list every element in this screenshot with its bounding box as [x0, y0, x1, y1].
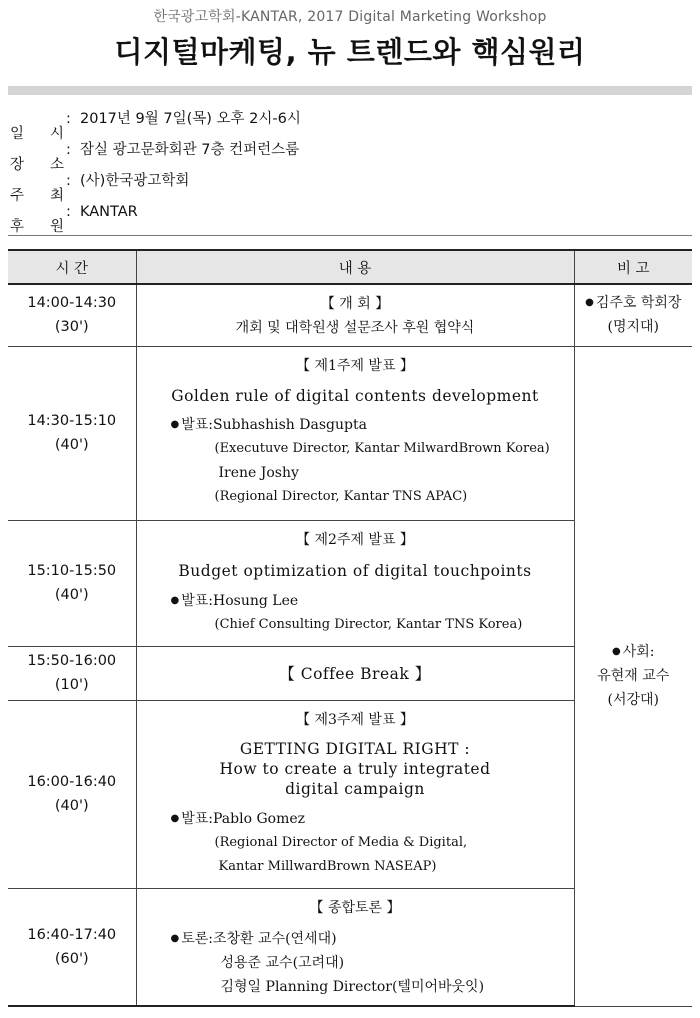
presenter: ● 발표:Pablo Gomez [170, 810, 306, 827]
presenter-role: (Executuve Director, Kantar MilwardBrown Korea) [214, 440, 550, 456]
session-title: 【 제3주제 발표 】 [296, 711, 414, 728]
info-row-venue: 장 소 : 잠실 광고문화회관 7층 컨퍼런스룸 [10, 142, 300, 173]
talk-title: Budget optimization of digital touchpoints [178, 561, 532, 580]
content-cell [136, 284, 574, 346]
bullet-icon: ● [170, 812, 180, 824]
info-value: 2017년 9월 7일(목) 오후 2시-6시 [80, 111, 301, 127]
header-content: 내 용 [136, 250, 574, 284]
info-divider [8, 235, 692, 236]
presenter: ● 발표:Hosung Lee [170, 592, 299, 609]
session-title: 【 Coffee Break 】 [279, 665, 431, 683]
presenter: ● 발표:Subhashish Dasgupta [170, 416, 367, 433]
talk-title-line: digital campaign [285, 779, 425, 798]
info-value: KANTAR [80, 204, 138, 220]
header-time: 시 간 [8, 250, 136, 284]
bullet-icon: ● [585, 297, 594, 308]
table-header-row [8, 250, 692, 284]
time-cell: 16:00-16:40 (40') [8, 700, 136, 888]
time-cell: 15:50-16:00 (10') [8, 646, 136, 700]
info-row-host: 주 최 : (사)한국광고학회 [10, 173, 190, 204]
talk-title: Golden rule of digital contents development [171, 386, 539, 405]
bullet-icon: ● [170, 932, 180, 944]
talk-title-line: GETTING DIGITAL RIGHT : [239, 739, 471, 758]
presenter: Irene Joshy [218, 464, 299, 481]
title-divider-bar [8, 86, 692, 95]
content-cell [136, 346, 574, 520]
header-remark: 비 고 [574, 250, 692, 284]
session-title: 【 종합토론 】 [309, 899, 401, 916]
presenter-role: Kantar MillwardBrown NASEAP) [218, 858, 437, 874]
presenter-role: (Chief Consulting Director, Kantar TNS Korea) [214, 616, 523, 632]
panelist: 김형일 Planning Director(텔미어바웃잇) [220, 978, 485, 995]
page-title: 디지털마케팅, 뉴 트렌드와 핵심원리 [114, 35, 586, 69]
content-cell [136, 646, 574, 700]
time-cell: 14:30-15:10 (40') [8, 346, 136, 520]
presenter-role: (Regional Director of Media & Digital, [214, 834, 468, 850]
schedule-table [8, 249, 692, 1007]
moderator-cell: ● 사회: 유현재 교수 (서강대) [574, 346, 692, 1006]
panelist: 성용준 교수(고려대) [220, 954, 345, 971]
panelist: ● 토론:조창환 교수(연세대) [170, 930, 337, 947]
content-cell [136, 700, 574, 888]
time-cell: 16:40-17:40 (60') [8, 888, 136, 1006]
content-cell [136, 520, 574, 646]
session-title: 【 개 회 】 [320, 296, 390, 313]
session-title: 【 제2주제 발표 】 [296, 531, 414, 548]
info-value: (사)한국광고학회 [80, 173, 190, 189]
info-row-sponsor: 후 원 : KANTAR [10, 204, 138, 235]
remark-cell: ● 김주호 학회장 (명지대) [574, 284, 692, 346]
bullet-icon: ● [612, 646, 621, 657]
bullet-icon: ● [170, 418, 180, 430]
presenter-role: (Regional Director, Kantar TNS APAC) [214, 488, 468, 504]
info-row-datetime: 일 시 : 2017년 9월 7일(목) 오후 2시-6시 [10, 111, 301, 142]
table-row [8, 284, 692, 346]
bullet-icon: ● [170, 594, 180, 606]
info-value: 잠실 광고문화회관 7층 컨퍼런스룸 [80, 142, 300, 158]
session-desc: 개회 및 대학원생 설문조사 후원 협약식 [235, 320, 475, 337]
workshop-subtitle: 한국광고학회-KANTAR, 2017 Digital Marketing Workshop [153, 9, 547, 25]
talk-title-line: How to create a truly integrated [219, 759, 491, 778]
time-cell: 14:00-14:30 (30') [8, 284, 136, 346]
table-row [8, 346, 692, 520]
content-cell [136, 888, 574, 1006]
time-cell: 15:10-15:50 (40') [8, 520, 136, 646]
session-title: 【 제1주제 발표 】 [296, 357, 414, 374]
